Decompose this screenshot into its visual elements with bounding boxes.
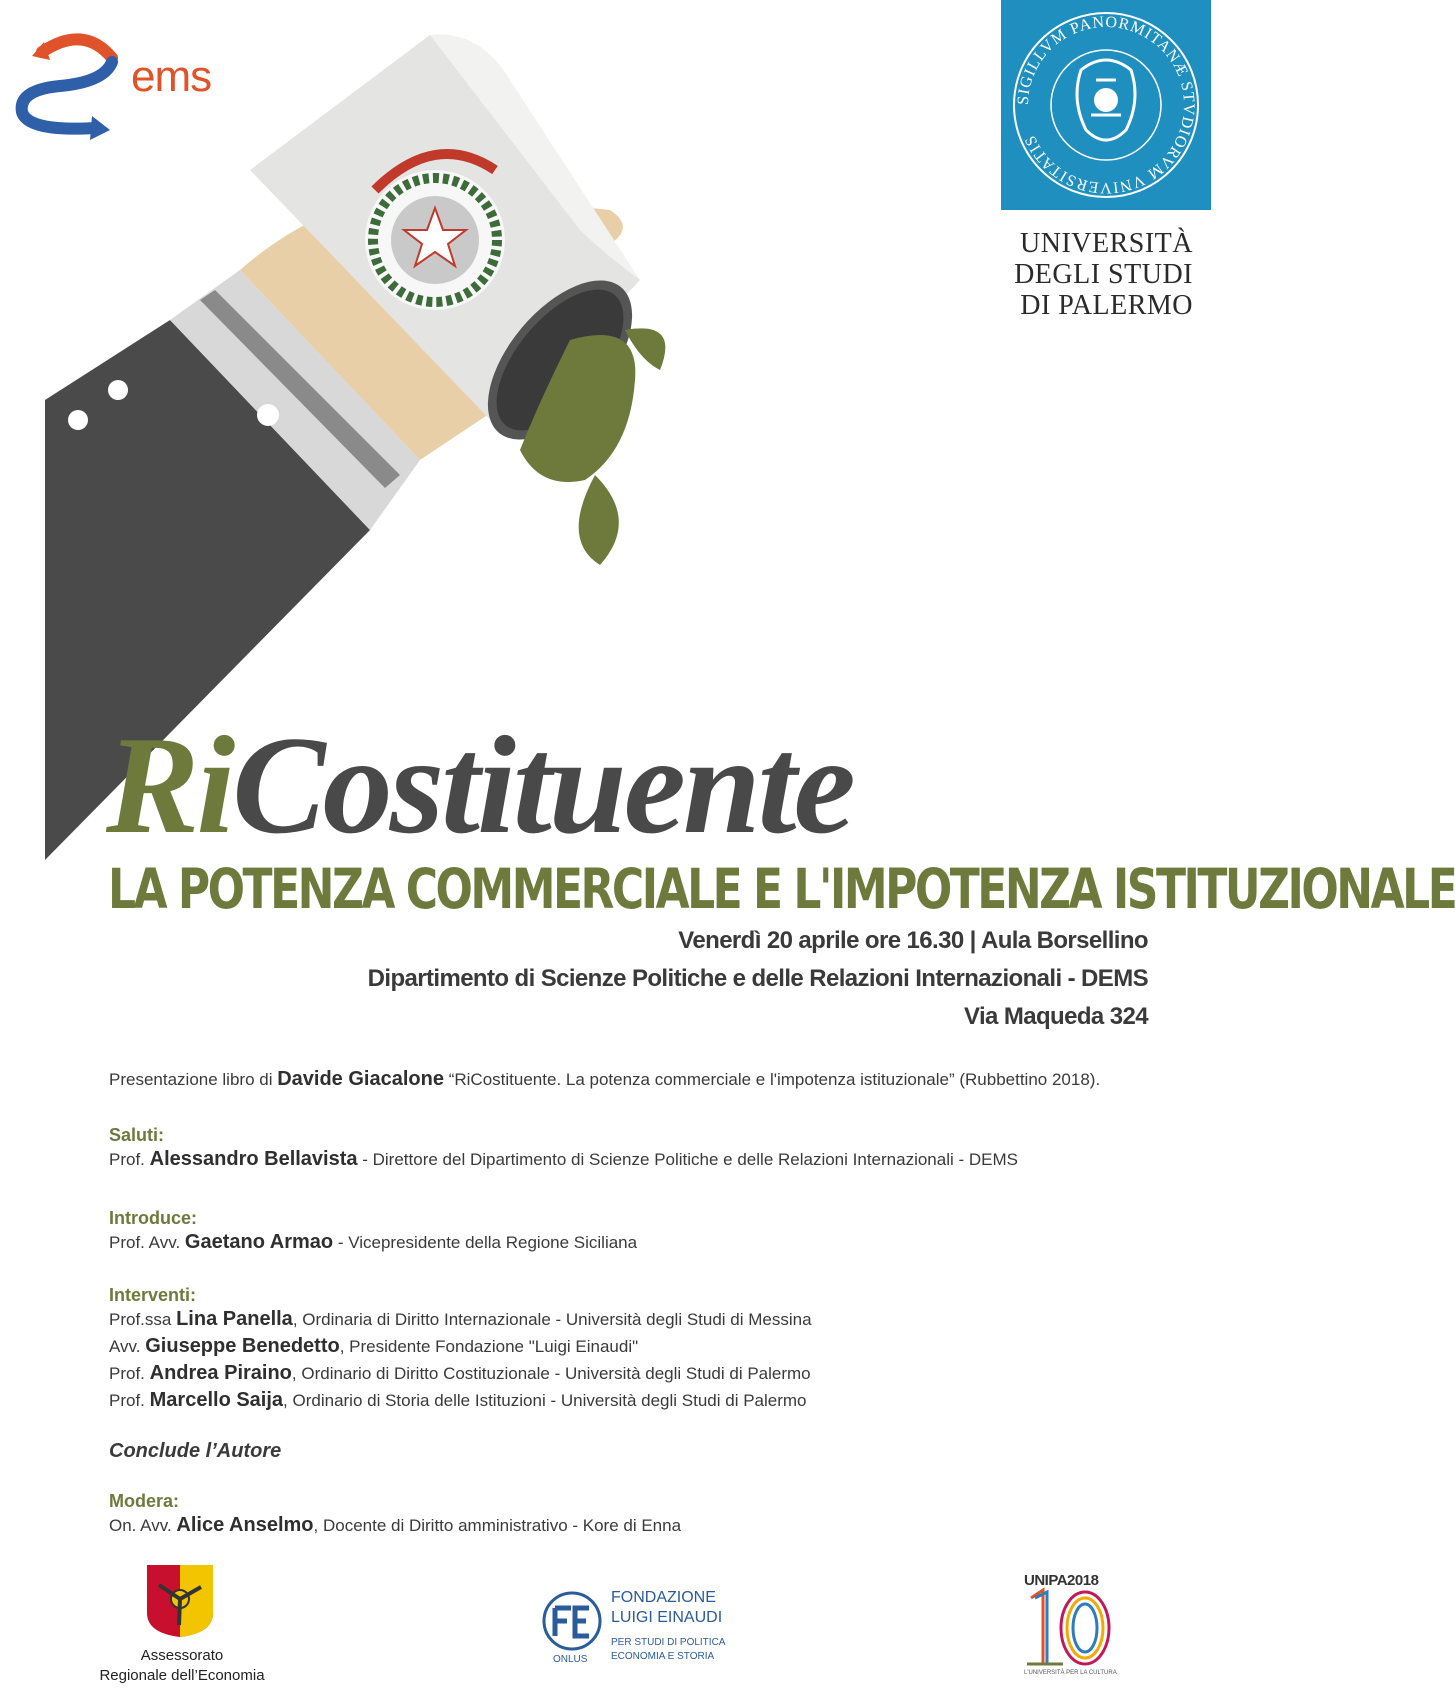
unipa2018-tagline: L'UNIVERSITÀ PER LA CULTURA (1024, 1670, 1117, 1676)
presentation-prefix: Presentazione libro di (109, 1070, 273, 1089)
dems-logo-text: ems (131, 52, 212, 101)
speaker-title: On. Avv. (109, 1516, 172, 1535)
speaker-role: - Direttore del Dipartimento di Scienze Politiche e delle Relazioni Internazionali - DEMS (357, 1150, 1018, 1169)
interventi-speaker (109, 1306, 812, 1333)
interventi-speaker (109, 1360, 812, 1387)
subtitle: LA POTENZA COMMERCIALE E L'IMPOTENZA ISTITUZIONALE (108, 858, 1455, 922)
interventi-speaker (109, 1387, 812, 1414)
fondazione-einaudi-logo (541, 1590, 603, 1652)
unipa-seal (1001, 0, 1211, 210)
main-title-costituente: Costituente (232, 708, 853, 863)
event-department: Dipartimento di Scienze Politiche e delle Relazioni Internazionali - DEMS (367, 965, 1148, 992)
fondazione-subtitle (611, 1636, 725, 1664)
speaker-role: , Ordinaria di Diritto Internazionale - Università degli Studi di Messina (292, 1310, 812, 1329)
presentation-line (109, 1066, 1100, 1093)
assessorato-label (82, 1646, 282, 1686)
speaker-role: , Ordinario di Diritto Costituzionale - Università degli Studi di Palermo (291, 1364, 811, 1383)
trinacria-shield-icon (145, 1563, 215, 1639)
modera-section (109, 1490, 681, 1539)
fe-circle-icon (541, 1590, 603, 1652)
interventi-speaker (109, 1333, 812, 1360)
saluti-section (109, 1124, 1018, 1173)
fondazione-line1: FONDAZIONE (611, 1589, 716, 1606)
speaker-name: Lina Panella (176, 1308, 293, 1330)
fondazione-name (611, 1588, 722, 1628)
interventi-section (109, 1284, 812, 1414)
conclude-line: Conclude l’Autore (109, 1440, 282, 1462)
fondazione-sub-line2: ECONOMIA E STORIA (611, 1651, 715, 1662)
fondazione-line2: LUIGI EINAUDI (611, 1609, 723, 1626)
modera-heading: Modera: (109, 1491, 180, 1511)
introduce-speaker (109, 1229, 637, 1256)
event-address: Via Maqueda 324 (964, 1003, 1148, 1030)
introduce-section (109, 1207, 637, 1256)
speaker-name: Andrea Piraino (149, 1362, 292, 1384)
speaker-title: Avv. (109, 1337, 141, 1356)
speaker-title: Prof. (109, 1391, 145, 1410)
event-info (368, 922, 1148, 1036)
speaker-role: , Presidente Fondazione "Luigi Einaudi" (339, 1337, 639, 1356)
main-title (106, 708, 853, 863)
university-seal-icon (1001, 0, 1211, 210)
interventi-heading: Interventi: (109, 1285, 197, 1305)
speaker-title: Prof. Avv. (109, 1233, 181, 1252)
speaker-title: Prof. (109, 1364, 145, 1383)
speaker-role: - Vicepresidente della Regione Siciliana (333, 1233, 638, 1252)
unipa-name-line1: UNIVERSITÀ (1020, 228, 1193, 259)
speaker-name: Gaetano Armao (184, 1231, 334, 1253)
event-date-place: Venerdì 20 aprile ore 16.30 | Aula Borsellino (678, 927, 1148, 954)
modera-speaker (109, 1512, 681, 1539)
speaker-name: Alice Anselmo (176, 1514, 314, 1536)
unipa-name-line3: DI PALERMO (1020, 290, 1193, 321)
speaker-role: , Ordinario di Storia delle Istituzioni - Università degli Studi di Palermo (283, 1391, 807, 1410)
onlus-label: ONLUS (553, 1654, 588, 1665)
introduce-heading: Introduce: (109, 1208, 197, 1228)
assessorato-line2: Regionale dell’Economia (99, 1667, 265, 1684)
speaker-title: Prof.ssa (109, 1310, 172, 1329)
fondazione-sub-line1: PER STUDI DI POLITICA (611, 1637, 726, 1648)
unipa-name-line2: DEGLI STUDI (1014, 259, 1193, 290)
unipa2018-label: UNIPA2018 (1024, 1572, 1099, 1589)
main-title-ri: Ri (106, 708, 233, 863)
speaker-title: Prof. (109, 1150, 145, 1169)
presentation-book: “RiCostituente. La potenza commerciale e l'impotenza istituzionale” (Rubbettino 2018). (448, 1070, 1101, 1089)
speaker-name: Marcello Saija (149, 1389, 284, 1411)
saluti-speaker (109, 1146, 1018, 1173)
speaker-name: Alessandro Bellavista (149, 1148, 358, 1170)
presentation-author: Davide Giacalone (277, 1068, 444, 1090)
sicily-region-logo (145, 1563, 215, 1639)
assessorato-line1: Assessorato (140, 1647, 224, 1664)
unipa-name (1014, 228, 1193, 321)
speaker-name: Giuseppe Benedetto (145, 1335, 340, 1357)
speaker-role: , Docente di Diritto amministrativo - Kore di Enna (313, 1516, 682, 1535)
saluti-heading: Saluti: (109, 1125, 165, 1145)
seal-text: SIGILLVM PANORMITANÆ STVDIORVM VNIVERSITATIS (1014, 13, 1198, 197)
